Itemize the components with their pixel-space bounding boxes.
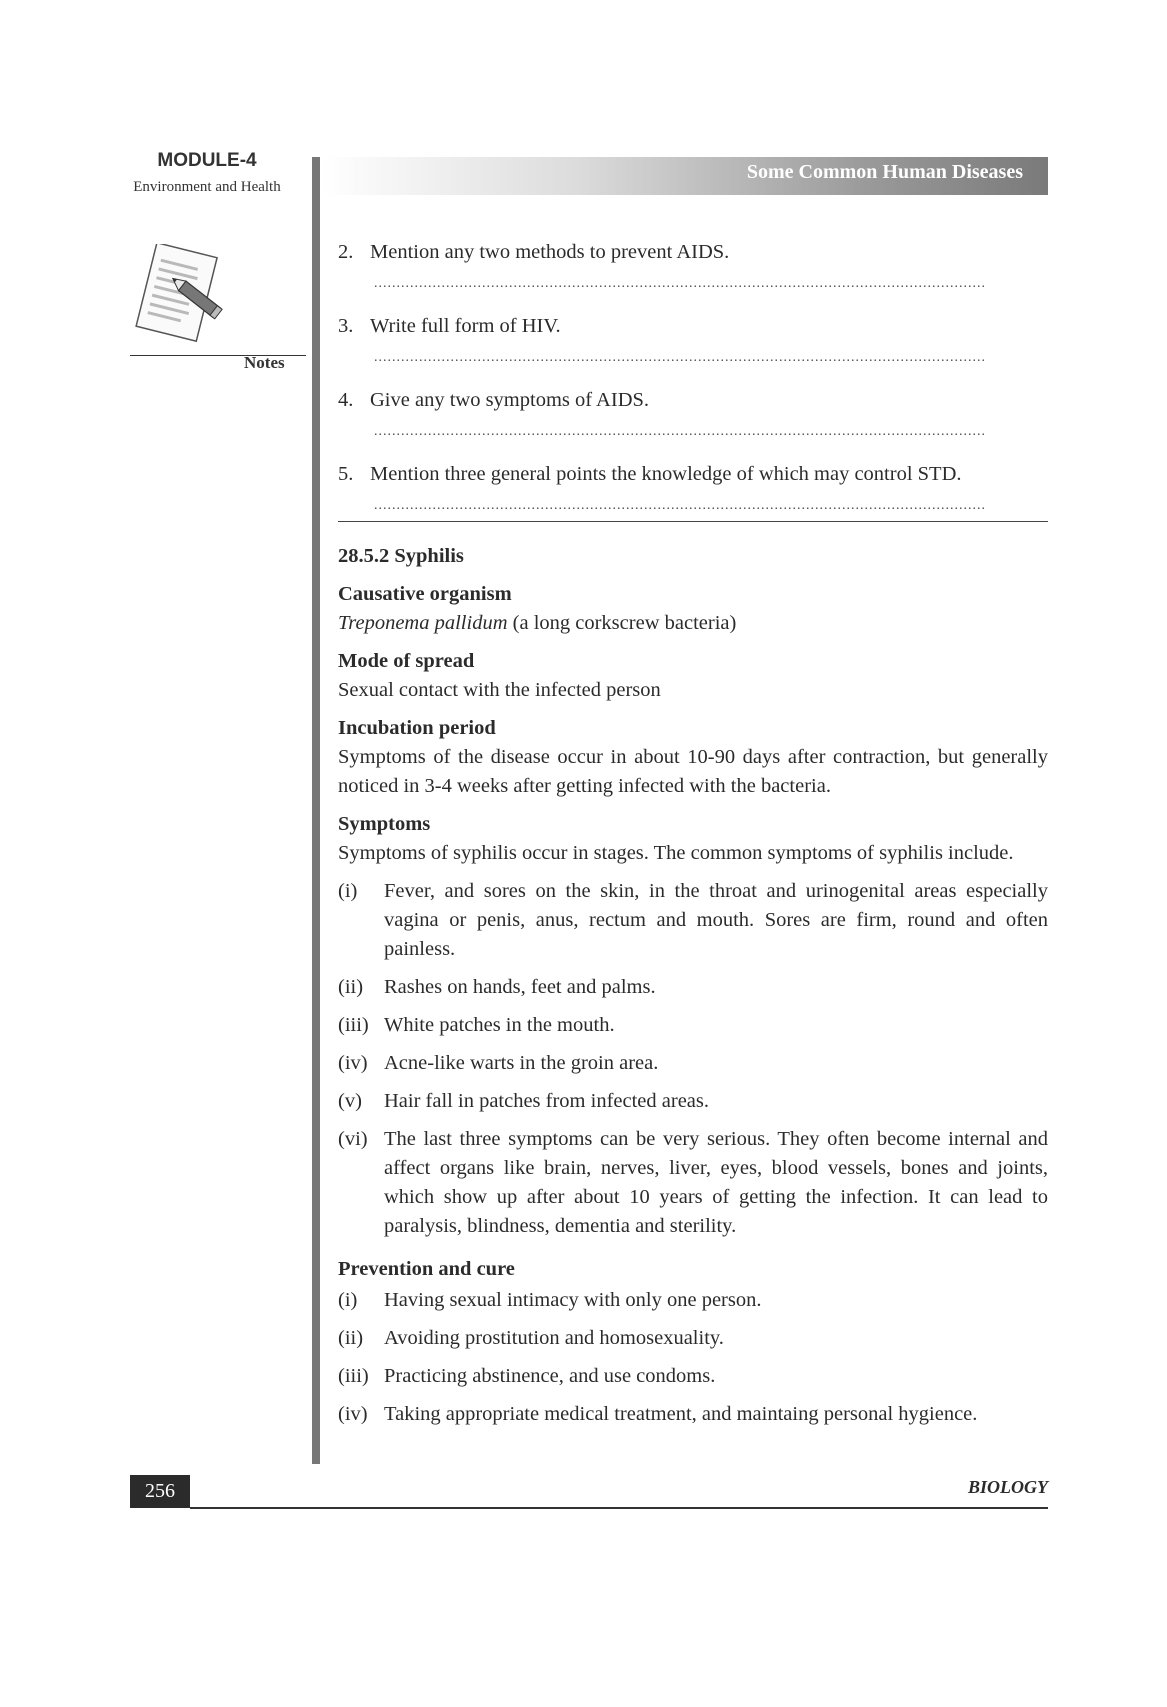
list-item	[338, 1049, 1048, 1078]
list-numeral: (ii)	[338, 1327, 364, 1349]
list-text: Avoiding prostitution and homosexuality.	[384, 1327, 724, 1349]
list-numeral: (ii)	[338, 976, 364, 998]
list-numeral: (v)	[338, 1090, 362, 1112]
causative-text	[338, 609, 1048, 638]
list-text: Rashes on hands, feet and palms.	[384, 976, 656, 998]
question-block	[338, 386, 1048, 439]
list-text: Taking appropriate medical treatment, and maintaing personal hygience.	[384, 1403, 978, 1425]
chapter-title: Some Common Human Diseases	[746, 161, 1023, 183]
question-block	[338, 312, 1048, 365]
question-number: 3.	[338, 315, 354, 337]
list-item	[338, 973, 1048, 1002]
list-numeral: (iv)	[338, 1403, 368, 1425]
list-numeral: (i)	[338, 880, 358, 902]
list-item	[338, 1324, 1048, 1353]
question	[338, 386, 1048, 415]
notepad-pencil-icon	[130, 244, 230, 354]
list-text: White patches in the mouth.	[384, 1014, 615, 1036]
list-numeral: (iv)	[338, 1052, 368, 1074]
symptoms-intro: Symptoms of syphilis occur in stages. The common symptoms of syphilis include.	[338, 842, 1014, 864]
question-number: 2.	[338, 241, 354, 263]
list-item	[338, 1400, 1048, 1429]
question-text: Write full form of HIV.	[370, 315, 561, 337]
list-text: The last three symptoms can be very serious. They often become internal and affect organs like brain, nerves, liver, eyes, blood vessels, bones and joints, which show up after about 10 years of getting the infection. It can lead to paralysis, blindness, dementia and sterility.	[384, 1128, 1048, 1237]
footer-subject: BIOLOGY	[968, 1477, 1048, 1497]
footer-rule	[190, 1507, 1048, 1509]
species-name: Treponema pallidum	[338, 612, 508, 634]
answer-line: ........................................................................................................................................	[374, 351, 986, 365]
module-label: MODULE-4	[157, 150, 257, 171]
question-number: 4.	[338, 389, 354, 411]
causative-description: (a long corkscrew bacteria)	[507, 612, 737, 634]
list-numeral: (vi)	[338, 1128, 368, 1150]
question-text: Give any two symptoms of AIDS.	[370, 389, 650, 411]
list-numeral: (i)	[338, 1289, 358, 1311]
list-item	[338, 877, 1048, 964]
list-item	[338, 1087, 1048, 1116]
list-item	[338, 1011, 1048, 1040]
list-text: Acne-like warts in the groin area.	[384, 1052, 659, 1074]
question-text: Mention three general points the knowledge of which may control STD.	[370, 463, 962, 485]
margin-bar	[312, 157, 320, 1464]
module-subtitle: Environment and Health	[133, 179, 281, 195]
list-text: Fever, and sores on the skin, in the throat and urinogenital areas especially vagina or penis, anus, rectum and mouth. Sores are firm, round and often painless.	[384, 880, 1048, 960]
list-numeral: (iii)	[338, 1014, 369, 1036]
question-text: Mention any two methods to prevent AIDS.	[370, 241, 730, 263]
question-block	[338, 238, 1048, 291]
question	[338, 312, 1048, 341]
prevention-heading: Prevention and cure	[338, 1258, 515, 1280]
section-separator	[338, 521, 1048, 522]
list-text: Having sexual intimacy with only one person.	[384, 1289, 762, 1311]
list-numeral: (iii)	[338, 1365, 369, 1387]
symptoms-heading: Symptoms	[338, 813, 431, 835]
list-item	[338, 1286, 1048, 1315]
incubation-text: Symptoms of the disease occur in about 10-90 days after contraction, but generally noticed in 3-4 weeks after getting infected with the bacteria.	[338, 746, 1048, 797]
list-item	[338, 1125, 1048, 1241]
main-content	[338, 238, 1048, 1429]
list-text: Practicing abstinence, and use condoms.	[384, 1365, 716, 1387]
answer-line: ........................................................................................................................................	[374, 277, 986, 291]
spread-text: Sexual contact with the infected person	[338, 679, 661, 701]
causative-heading: Causative organism	[338, 583, 512, 605]
spread-heading: Mode of spread	[338, 650, 475, 672]
section-title: 28.5.2 Syphilis	[338, 545, 464, 567]
question-block	[338, 460, 1048, 513]
incubation-heading: Incubation period	[338, 717, 496, 739]
page-number: 256	[130, 1475, 190, 1508]
answer-line: ........................................................................................................................................	[374, 425, 986, 439]
list-item	[338, 1362, 1048, 1391]
answer-line: ........................................................................................................................................	[374, 499, 986, 513]
chapter-header	[322, 157, 1048, 195]
list-text: Hair fall in patches from infected areas.	[384, 1090, 709, 1112]
question	[338, 238, 1048, 267]
notes-label: Notes	[244, 353, 285, 372]
question	[338, 460, 1048, 489]
question-number: 5.	[338, 463, 354, 485]
